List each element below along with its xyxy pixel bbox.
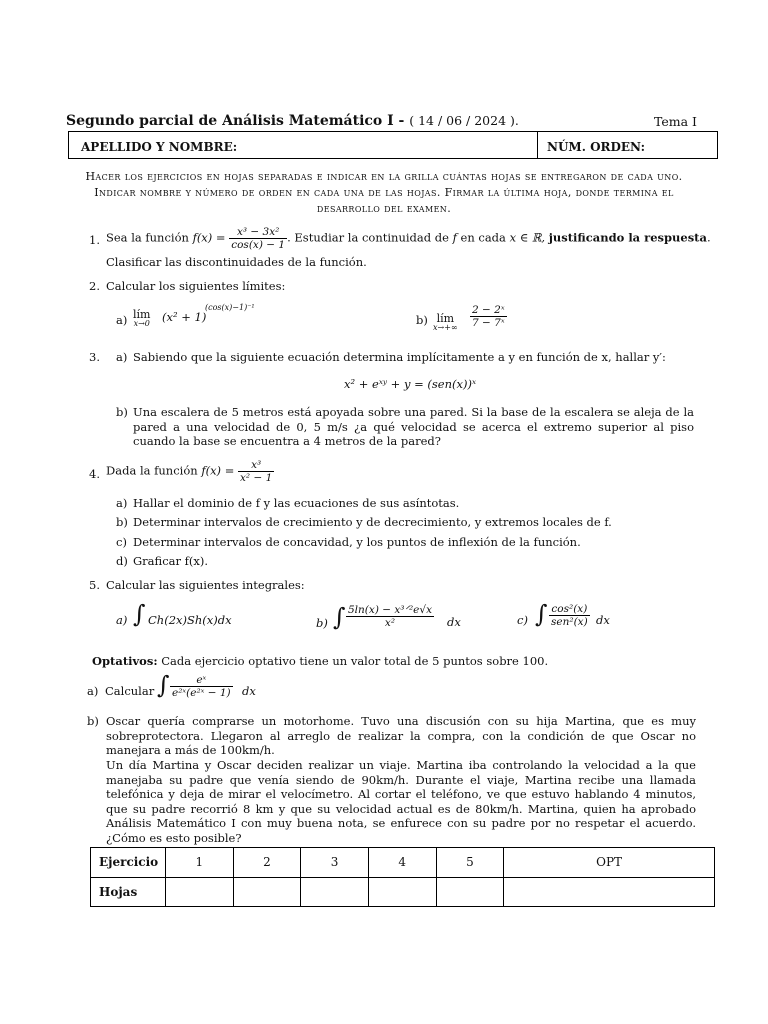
- ex5-a-label: a): [116, 613, 128, 627]
- integral-sign: ∫: [133, 600, 146, 628]
- opt-a-num: eˣ: [196, 674, 207, 686]
- opt-a-label: a): [87, 684, 99, 698]
- ex4-item-label: c): [116, 535, 127, 549]
- ex3-number: 3.: [89, 350, 100, 364]
- ex3-b-label: b): [116, 405, 128, 419]
- opt-b-text1: Oscar quería comprarse un motorhome. Tuvo una discusión con su hija Martina, que es muy sobreprotectora. Llegaron al arreglo de realizar la compra, con la condición de que Oscar no manejara a más de 100km/h.: [106, 714, 696, 757]
- exam-title-text: Segundo parcial de Análisis Matemático I -: [66, 113, 405, 129]
- ex4-frac-num: x³: [251, 459, 262, 471]
- ex4-lhs: f(x) =: [201, 463, 235, 478]
- ex2-b-label: b): [416, 313, 428, 327]
- ex5-b-dx: dx: [447, 615, 461, 629]
- grid-cell-empty: [436, 877, 504, 907]
- ex2-a-expr: (x² + 1): [162, 310, 207, 324]
- optativos-label: Optativos:: [92, 654, 158, 668]
- ex2-b-sub: x→+∞: [433, 323, 458, 332]
- grid-col-header: 4: [368, 848, 436, 878]
- integral-sign: ∫: [535, 600, 548, 628]
- opt-b-label: b): [87, 714, 99, 728]
- ex3-a-text: Sabiendo que la siguiente ecuación determina implícitamente a y en función de x, hallar y′:: [133, 350, 666, 364]
- ex5-c-den: sen²(x): [551, 616, 588, 628]
- ex3-a-equation: x² + eˣʸ + y = (sen(x))ˣ: [344, 377, 477, 391]
- name-label: APELLIDO Y NOMBRE:: [81, 140, 238, 154]
- ex3-a-label: a): [116, 350, 128, 364]
- ex5-c-label: c): [517, 613, 528, 627]
- grid-col-header: 1: [166, 848, 234, 878]
- ex2-a-sub: x→0: [133, 319, 150, 328]
- box-divider: [537, 132, 538, 158]
- ex2-b-den: 7 − 7ˣ: [472, 317, 505, 329]
- order-label: NÚM. ORDEN:: [547, 140, 646, 154]
- opt-b-text2: Un día Martina y Oscar deciden realizar un viaje. Martina iba controlando la velocidad a la que manejaba su padre que venía siendo de 90km/h. Durante el viaje, Martina recibe una llamada telefónica y deja de mirar el velocímetro. Al cortar el teléfono, ve que estuvo hablando 4 minutos, que su padre recorrió 8 km y que su velocidad actual es de 80km/h. Martina, quien ha aprobado Análisis Matemático I con muy buena nota, se enfurece con su padre por no respetar el acuerdo. ¿Cómo es esto posible?: [106, 758, 696, 845]
- grid-row-hojas: [91, 877, 715, 907]
- ex1-frac-den: cos(x) − 1: [231, 239, 286, 251]
- ex4-item-label: d): [116, 554, 128, 568]
- tema-label: Tema I: [654, 114, 697, 129]
- ex1-pre: Sea la función: [106, 230, 189, 245]
- ex1-statement: [106, 226, 711, 251]
- grid-cell-empty: [368, 877, 436, 907]
- opt-a-pre: Calcular: [105, 684, 155, 698]
- opt-a-fraction: [170, 674, 233, 699]
- grid-cell-empty: [233, 877, 301, 907]
- integral-sign: ∫: [333, 603, 346, 631]
- ex5-text: Calcular las siguientes integrales:: [106, 578, 305, 592]
- optativos-text: Cada ejercicio optativo tiene un valor total de 5 puntos sobre 100.: [161, 654, 549, 668]
- ex2-b-lim: lím: [436, 312, 455, 325]
- ex1-number: 1.: [89, 233, 100, 247]
- ex2-b-limit: [433, 312, 458, 332]
- ex2-b-num: 2 − 2ˣ: [472, 304, 505, 316]
- ex3-b-text: Una escalera de 5 metros está apoyada sobre una pared. Si la base de la escalera se aleja de la pared a una velocidad de 0, 5 m/s ¿a qué velocidad se acerca el extremo superior al piso cuando la base se encuentra a 4 metros de la pared?: [133, 405, 694, 448]
- ex2-a-label: a): [116, 313, 128, 327]
- ex1-lhs: f(x) =: [192, 230, 226, 245]
- grid-row-label: Ejercicio: [91, 848, 166, 878]
- integral-sign: ∫: [157, 671, 170, 699]
- ex5-c-num: cos²(x): [551, 603, 588, 615]
- grid-cell-empty: [504, 877, 715, 907]
- grid-cell-empty: [301, 877, 369, 907]
- opt-a-den: e²ˣ(e²ˣ − 1): [172, 687, 231, 699]
- ex4-item-text: Hallar el dominio de f y las ecuaciones de sus asíntotas.: [133, 496, 460, 510]
- ex1-bold: justificando la respuesta: [548, 230, 707, 245]
- ex4-item-text: Determinar intervalos de concavidad, y los puntos de inflexión de la función.: [133, 535, 581, 549]
- ex2-text: Calcular los siguientes límites:: [106, 279, 286, 293]
- ex1-f: f: [452, 230, 457, 245]
- grid-row-ejercicio: [91, 848, 715, 878]
- opt-a-dx: dx: [242, 684, 256, 698]
- ex2-a-exponent: (cos(x)−1)⁻¹: [205, 303, 255, 312]
- ex5-b-num: 5ln(x) − x³ᐟ²e√x: [348, 604, 432, 616]
- ex1-line2: Clasificar las discontinuidades de la función.: [106, 255, 367, 269]
- grid-row-label: Hojas: [91, 877, 166, 907]
- student-info-box: [68, 131, 718, 159]
- ex4-number: 4.: [89, 467, 100, 481]
- ex2-a-lim: lím: [133, 308, 151, 321]
- instructions: Hacer los ejercicios en hojas separadas e indicar en la grilla cuántas hojas se entregaron de cada uno. Indicar nombre y número de orden en cada una de las hojas. Firmar la última hoja, donde termina el desarrollo del examen.: [85, 170, 683, 215]
- ex5-a-expr: Ch(2x)Sh(x)dx: [148, 613, 232, 627]
- grid-cell-empty: [166, 877, 234, 907]
- ex4-fraction: [238, 459, 274, 484]
- ex5-b-label: b): [316, 616, 328, 630]
- ex1-fraction: [229, 226, 287, 251]
- optativos-line: [92, 654, 548, 669]
- ex1-frac-num: x³ − 3x²: [236, 226, 280, 238]
- ex5-c-dx: dx: [596, 613, 610, 627]
- ex5-number: 5.: [89, 578, 100, 592]
- ex5-c-fraction: [549, 603, 590, 628]
- ex1-mid2: en cada: [460, 230, 506, 245]
- grid-col-header: 2: [233, 848, 301, 878]
- ex2-a-limit: [133, 308, 150, 328]
- ex4-frac-den: x² − 1: [240, 472, 273, 484]
- exam-title: [66, 113, 519, 129]
- ex1-set: x ∈ ℝ,: [509, 230, 546, 245]
- ex1-mid: . Estudiar la continuidad de: [287, 230, 449, 245]
- ex4-item-label: b): [116, 515, 128, 529]
- grid-col-header: 3: [301, 848, 369, 878]
- ex4-item-text: Determinar intervalos de crecimiento y de decrecimiento, y extremos locales de f.: [133, 515, 612, 529]
- ex4-item-label: a): [116, 496, 128, 510]
- ex4-pre: Dada la función: [106, 463, 198, 478]
- grid-col-header: 5: [436, 848, 504, 878]
- ex5-b-den: x²: [346, 616, 434, 629]
- grid-col-header: OPT: [504, 848, 715, 878]
- exam-date: ( 14 / 06 / 2024 ).: [409, 113, 519, 128]
- ex2-number: 2.: [89, 279, 100, 293]
- sheets-grid: [90, 847, 715, 907]
- ex5-b-fraction: [346, 604, 434, 629]
- ex4-item-text: Graficar f(x).: [133, 554, 209, 568]
- ex4-statement: [106, 459, 274, 484]
- ex1-end: .: [706, 230, 711, 245]
- ex2-b-fraction: [470, 304, 507, 329]
